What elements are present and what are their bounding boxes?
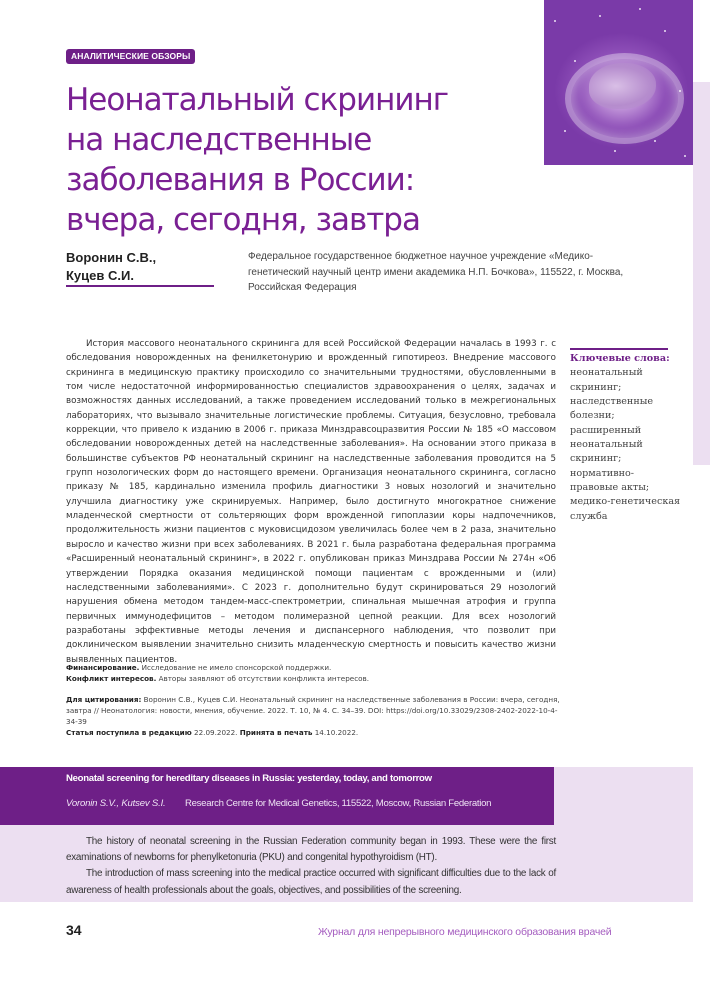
- side-decoration-strip: [693, 82, 710, 465]
- abstract-text: История массового неонатального скрининга для всей Российской Федерации началась в 1993 г. с обследования новорожденных на фенилкетонурию и врожденный гипотиреоз. Внедрение массового скрининга в медицинскую практику происходило со значительными трудностями, обусловленными в том числе недостаточной информированностью специалистов здравоохранения о целях, задачах и возможностях данных исследований, а также проведением исследований только в межрегиональных лабораториях, что вызывало значительные логистические проблемы. Ситуация, безусловно, требовала коррекции, что привело к изданию в 2006 г. приказа Минздравсоцразвития России № 185 «О массовом обследовании новорожденных детей на наследственные заболевания». На основании этого приказа в большинстве субъектов РФ неонатальный скрининг на наследственные заболевания проводится на 5 групп нозологических форм до настоящего времени. Организация неонатального скрининга, согласно приказу № 185, кардинально изменила профиль диагностики 3 новых нозологий и значительно улучшила диагностику уже скринируемых. Например, было достигнуто многократное снижение младенческой смертности от сольтеряющих форм врожденной гипоплазии коры надпочечников, продолжительность жизни пациентов с муковисцидозом увеличилась более чем в 2 раза, значительно выросло и качество жизни при всех заболеваниях. В 2021 г. была разработана федеральная программа «Расширенный неонатальный скрининг», в 2022 г. опубликован приказ Минздрава России № 274н «Об утверждении Порядка оказания медицинской помощи пациентам с врожденными и (или) наследственными заболеваниями». С 2023 г. дополнительно будут скринироваться 29 нозологий нарушения обмена методом тандем-масс-спектрометрии, спинальная мышечная атрофия и группа первичных иммунодефицитов – методом полимеразной цепной реакции. Для всех нозологий разработаны эффективные методы лечения и диспансерного наблюдения, что позволит при доклиническом выявлении значительно снизить младенческую смертность и повысить качество жизни выявленных пациентов.: [66, 339, 556, 665]
- citation: [66, 694, 561, 727]
- english-title: Neonatal screening for hereditary diseases in Russia: yesterday, today, and tomorrow: [66, 773, 432, 784]
- abstract: [66, 337, 556, 667]
- funding: [66, 662, 561, 673]
- cover-illustration: [544, 0, 693, 165]
- english-affiliation: Research Centre for Medical Genetics, 115522, Moscow, Russian Federation: [185, 798, 492, 809]
- funding-label: Финансирование.: [66, 663, 140, 672]
- keywords-text: неонатальный скрининг; наследственные болезни; расширенный неонатальный скрининг; нормативно-правовые акты; медико-генетическая служба: [570, 367, 681, 522]
- page-number: 34: [66, 922, 82, 938]
- received-label: Статья поступила в редакцию: [66, 728, 192, 737]
- dates: [66, 727, 561, 738]
- title-line: вчера, сегодня, завтра: [66, 202, 420, 238]
- title-line: Неонатальный скрининг: [66, 82, 449, 118]
- keywords-title: Ключевые слова:: [570, 353, 670, 364]
- article-meta: [66, 662, 561, 738]
- author-name: Воронин С.В.,: [66, 250, 157, 265]
- conflict-label: Конфликт интересов.: [66, 674, 157, 683]
- title-line: заболевания в России:: [66, 162, 415, 198]
- keywords: [570, 352, 682, 524]
- english-authors: Voronin S.V., Kutsev S.I.: [66, 798, 166, 809]
- citation-label: Для цитирования:: [66, 695, 142, 704]
- accepted-date: 14.10.2022.: [314, 728, 359, 737]
- article-title: [66, 80, 506, 240]
- journal-name: Журнал для непрерывного медицинского образования врачей: [318, 926, 612, 938]
- citation-text: Воронин С.В., Куцев С.И. Неонатальный скрининг на наследственные заболевания в России: вчера, сегодня, завтра // Неонатология: новости, мнения, обучение. 2022. Т. 10, № 4. С. 34–39. DOI: https://doi.org/10.33029/2308-2402-2022-10-4-34-39: [66, 695, 560, 726]
- english-paragraph: The history of neonatal screening in the Russian Federation community began in 1993. These were the first examinations of newborns for phenylketonuria (PKU) and congenital hypothyroidism (HT).: [66, 836, 556, 864]
- authors-divider: [66, 285, 214, 287]
- author-name: Куцев С.И.: [66, 268, 134, 283]
- conflict: [66, 673, 561, 684]
- cover-baby-figure: [589, 63, 656, 109]
- keywords-divider: [570, 348, 668, 350]
- received-date: 22.09.2022.: [194, 728, 238, 737]
- title-line: на наследственные: [66, 122, 372, 158]
- accepted-label: Принята в печать: [239, 728, 313, 737]
- funding-text: Исследование не имело спонсорской поддержки.: [141, 663, 332, 672]
- affiliation: Федеральное государственное бюджетное научное учреждение «Медико-генетический научный центр имени академика Н.П. Бочкова», 115522, г. Москва, Российская Федерация: [248, 251, 624, 293]
- authors: [66, 249, 214, 285]
- english-paragraph: The introduction of mass screening into the medical practice occurred with significant difficulties due to the lack of awareness of health professionals about the goals, objectives, and possibilities of the screening.: [66, 868, 556, 896]
- section-badge: АНАЛИТИЧЕСКИЕ ОБЗОРЫ: [66, 49, 195, 64]
- english-abstract: [66, 834, 556, 899]
- conflict-text: Авторы заявляют об отсутствии конфликта интересов.: [158, 674, 370, 683]
